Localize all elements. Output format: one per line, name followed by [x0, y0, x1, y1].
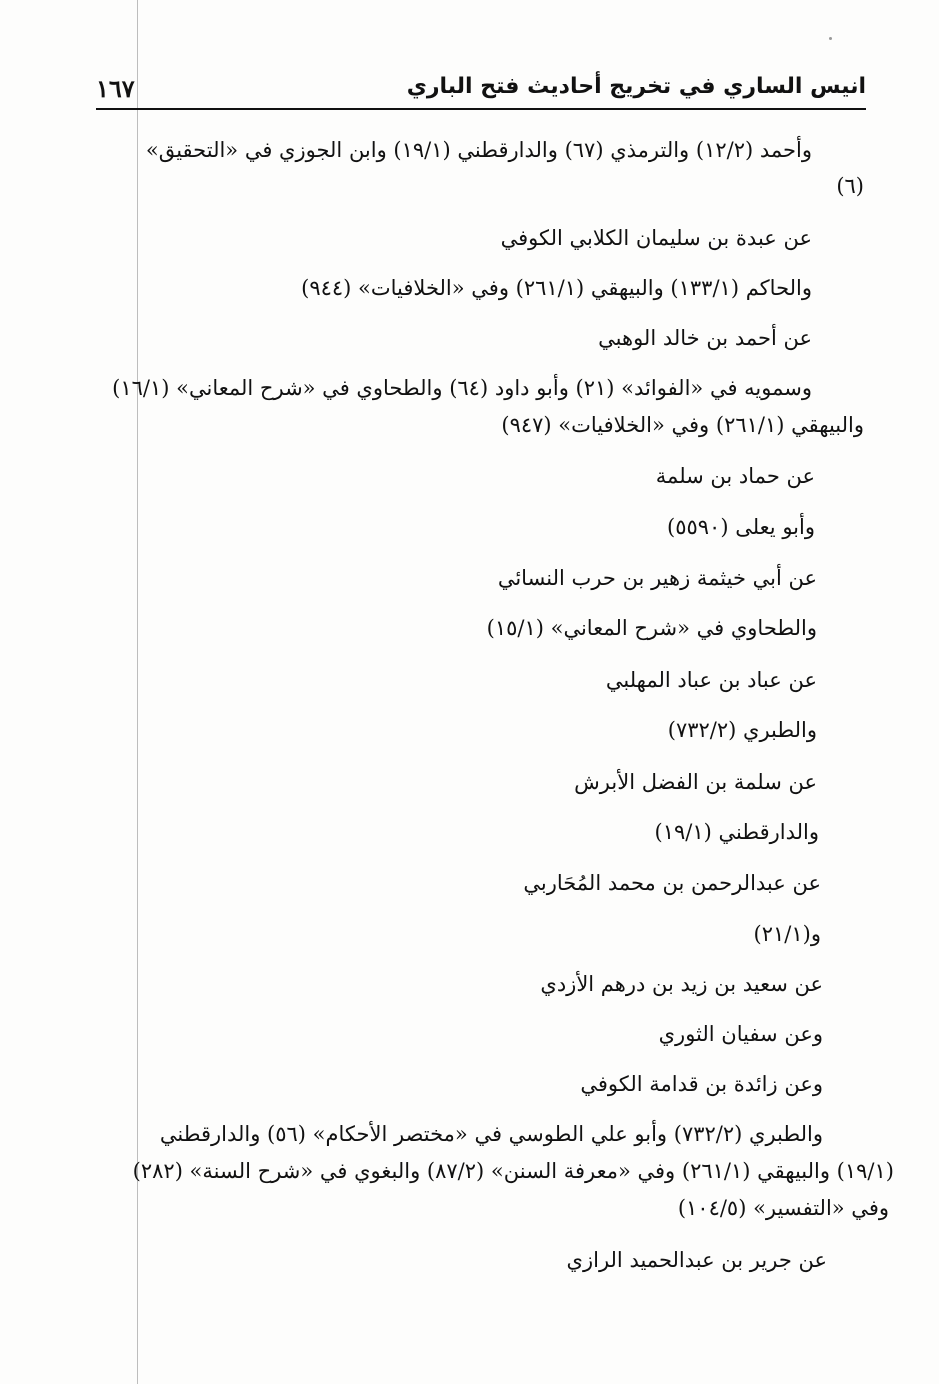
text-line: والحاكم (١٣٣/١) والبيهقي (٢٦١/١) وفي «الخلافيات» (٩٤٤): [301, 276, 812, 300]
text-line: عن حماد بن سلمة: [655, 464, 815, 488]
text-line: عن عباد بن عباد المهلبي: [605, 668, 817, 692]
text-line: عن عبدالرحمن بن محمد المُحَاربي: [523, 871, 821, 895]
page-number: ١٦٧: [96, 74, 135, 103]
text-line: عن سلمة بن الفضل الأبرش: [574, 770, 817, 794]
text-line: عن جرير بن عبدالحميد الرازي: [566, 1248, 827, 1272]
text-line: وعن سفيان الثوري: [658, 1022, 823, 1046]
text-line: والطحاوي في «شرح المعاني» (١٥/١): [486, 616, 817, 640]
text-line: عن أحمد بن خالد الوهبي: [598, 326, 812, 350]
text-line: والبيهقي (٢٦١/١) وفي «الخلافيات» (٩٤٧): [501, 413, 864, 437]
text-line: وفي «التفسير» (١٠٤/٥): [677, 1196, 889, 1220]
text-line: وعن زائدة بن قدامة الكوفي: [580, 1072, 823, 1096]
running-title: انيس الساري في تخريج أحاديث فتح الباري: [406, 74, 866, 99]
page-header: [96, 74, 866, 106]
text-line: وسمويه في «الفوائد» (٢١) وأبو داود (٦٤) والطحاوي في «شرح المعاني» (١٦/١): [112, 376, 812, 400]
text-line: وأبو يعلى (٥٥٩٠): [667, 515, 815, 539]
text-line: والطبري (٧٣٢/٢): [667, 718, 817, 742]
text-line: و(٢١/١): [753, 922, 821, 946]
header-rule: [96, 108, 866, 110]
text-line: وأحمد (١٢/٢) والترمذي (٦٧) والدارقطني (١٩/١) وابن الجوزي في «التحقيق»: [145, 138, 812, 162]
text-line: (٦): [836, 174, 864, 198]
text-line: عن عبدة بن سليمان الكلابي الكوفي: [500, 226, 812, 250]
text-line: والطبري (٧٣٢/٢) وأبو علي الطوسي في «مختصر الأحكام» (٥٦) والدارقطني: [159, 1122, 823, 1146]
text-line: عن سعيد بن زيد بن درهم الأزدي: [540, 972, 823, 996]
scan-speck: [829, 37, 832, 40]
text-line: (١٩/١) والبيهقي (٢٦١/١) وفي «معرفة السنن» (٨٧/٢) والبغوي في «شرح السنة» (٢٨٢): [132, 1159, 894, 1183]
text-line: عن أبي خيثمة زهير بن حرب النسائي: [497, 566, 817, 590]
text-line: والدارقطني (١٩/١): [654, 820, 819, 844]
